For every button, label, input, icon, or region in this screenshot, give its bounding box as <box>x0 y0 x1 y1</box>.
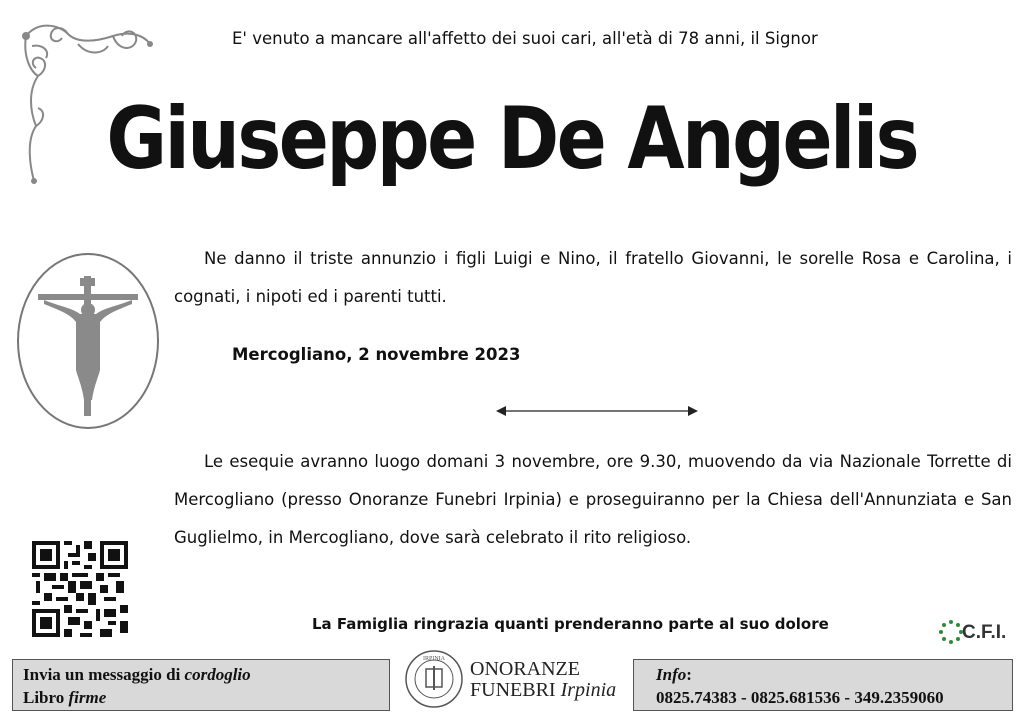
family-thanks: La Famiglia ringrazia quanti prenderanno parte al suo dolore <box>312 615 829 633</box>
cfi-logo-text: C.F.I. <box>962 622 1007 643</box>
send-condolence-link[interactable]: Invia un messaggio di cordoglio <box>23 665 251 684</box>
guestbook-link[interactable]: Libro firme <box>23 688 107 707</box>
company-name: ONORANZE FUNEBRI Irpinia <box>470 658 617 701</box>
deceased-name: Giuseppe De Angelis <box>106 89 918 189</box>
company-seal-icon <box>404 649 464 709</box>
funeral-paragraph <box>174 443 1012 557</box>
message-box[interactable] <box>12 659 390 711</box>
crucifix-icon <box>14 250 162 432</box>
svg-text:IRPINIA: IRPINIA <box>423 656 445 662</box>
info-box: Info: 0825.74383 - 0825.681536 - 349.2359060 <box>633 659 1013 711</box>
intro-text: E' venuto a mancare all'affetto dei suoi cari, all'età di 78 anni, il Signor <box>232 29 818 48</box>
info-label: Info <box>656 665 687 684</box>
announcement-paragraph <box>174 240 1012 316</box>
qr-code-icon <box>32 541 128 637</box>
place-date: Mercogliano, 2 novembre 2023 <box>232 345 521 364</box>
double-arrow-divider-icon <box>496 404 698 418</box>
announcement-text: Ne danno il triste annunzio i figli Luigi e Nino, il fratello Giovanni, le sorelle Rosa e Carolina, i cognati, i nipoti ed i parenti tutti. <box>174 249 1012 306</box>
cfi-logo-icon <box>938 619 964 645</box>
phone-numbers[interactable]: 0825.74383 - 0825.681536 - 349.2359060 <box>656 688 944 707</box>
funeral-text: Le esequie avranno luogo domani 3 novembre, ore 9.30, muovendo da via Nazionale Torrette di Mercogliano (presso Onoranze Funebri Irpinia) e proseguiranno per la Chiesa dell'Annunziata e San Guglielmo, in Mercogliano, dove sarà celebrato il rito religioso. <box>174 452 1012 547</box>
